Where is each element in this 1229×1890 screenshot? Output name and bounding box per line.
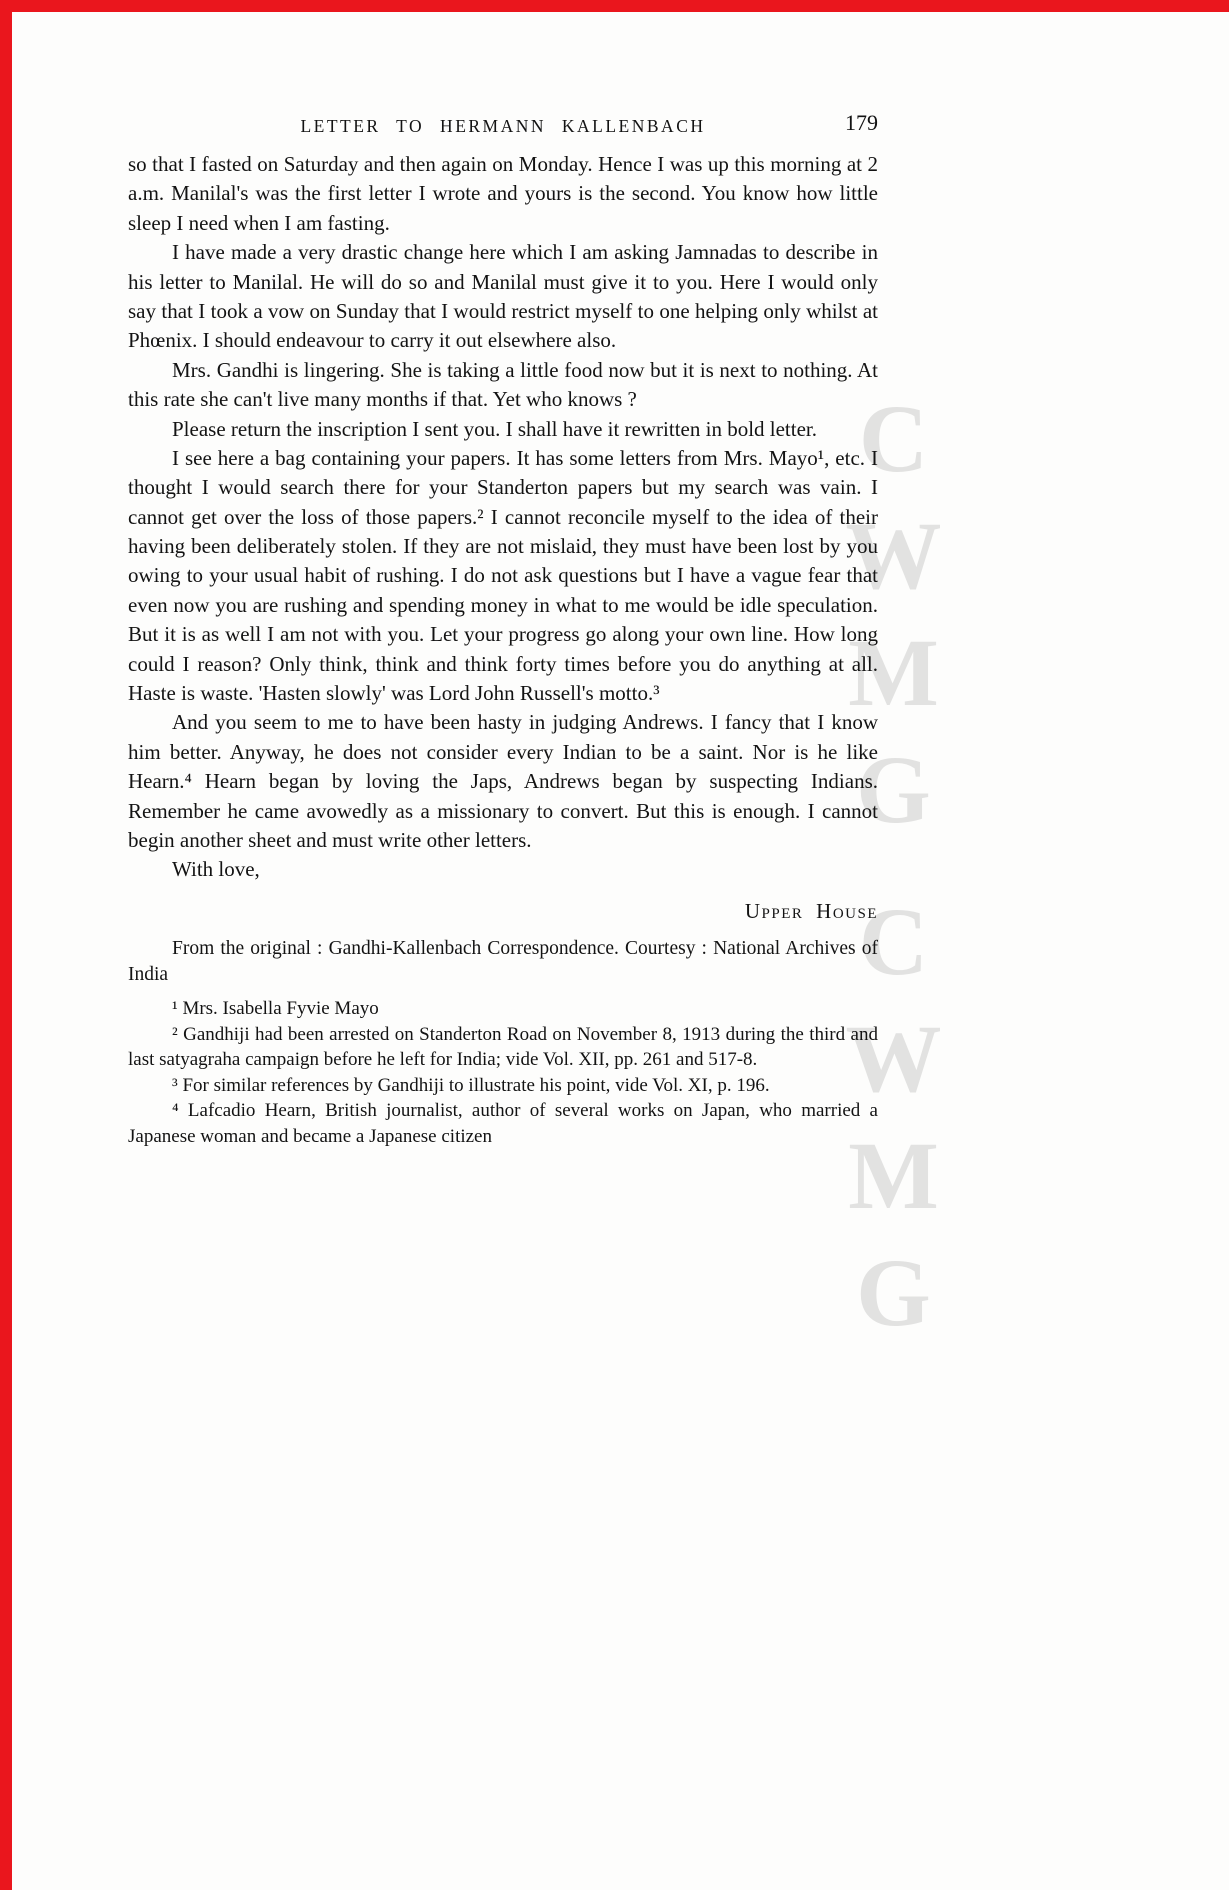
paragraph: so that I fasted on Saturday and then again on Monday. Hence I was up this morning at 2 a.m. Manilal's was the first letter I wrote and yours is the second. You know how little sleep I need when I am fasting. xyxy=(128,152,878,235)
page-content xyxy=(128,110,878,1149)
watermark-cwmg-lower: CWMG xyxy=(840,888,947,1356)
page-number: 179 xyxy=(845,110,878,135)
scan-edge-top xyxy=(0,0,1229,12)
page-header xyxy=(128,110,878,150)
paragraph: Mrs. Gandhi is lingering. She is taking a little food now but it is next to nothing. At this rate she can't live many months if that. Yet who knows ? xyxy=(128,357,878,412)
running-title: LETTER TO HERMANN KALLENBACH xyxy=(300,116,706,136)
footnote: ² Gandhiji had been arrested on Standerton Road on November 8, 1913 during the third and last satyagraha campaign before he left for India; vide Vol. XII, pp. 261 and 517-8. xyxy=(128,1023,878,1071)
paragraph: I have made a very drastic change here which I am asking Jamnadas to describe in his letter to Manilal. He will do so and Manilal must give it to you. Here I would only say that I took a vow on Sunday that I would restrict myself to one helping only whilst at Phœnix. I should endeavour to carry it out elsewhere also. xyxy=(128,240,878,353)
source-note: From the original : Gandhi-Kallenbach Correspondence. Courtesy : National Archives of India xyxy=(128,937,878,986)
letter-body xyxy=(128,150,878,885)
footnote: ⁴ Lafcadio Hearn, British journalist, author of several works on Japan, who married a Japanese woman and became a Japanese citizen xyxy=(128,1100,878,1147)
footnote: ¹ Mrs. Isabella Fyvie Mayo xyxy=(172,998,379,1020)
footnotes xyxy=(128,996,878,1149)
signature: Upper House xyxy=(744,898,878,923)
watermark-cwmg-upper: CWMG xyxy=(840,385,947,853)
paragraph: I see here a bag containing your papers. It has some letters from Mrs. Mayo¹, etc. I thought I would search there for your Standerton papers but my search was vain. I cannot get over the loss of those papers.² I cannot reconcile myself to the idea of their having been deliberately stolen. If they are not mislaid, they must have been lost by you owing to your usual habit of rushing. I do not ask questions but I have a vague fear that even now you are rushing and spending money in what to me would be idle speculation. But it is as well I am not with you. Let your progress go along your own line. How long could I reason? Only think, think and think forty times before you do anything at all. Haste is waste. 'Hasten slowly' was Lord John Russell's motto.³ xyxy=(128,445,878,706)
scan-edge-left xyxy=(0,0,12,1890)
paragraph: And you seem to me to have been hasty in judging Andrews. I fancy that I know him better. Anyway, he does not consider every Indian to be a saint. Nor is he like Hearn.⁴ Hearn began by loving the Japs, Andrews began by suspecting Indians. Remember he came avowedly as a missionary to convert. But this is enough. I cannot begin another sheet and must write other letters. xyxy=(128,710,878,852)
footnote: ³ For similar references by Gandhiji to illustrate his point, vide Vol. XI, p. 196. xyxy=(172,1074,770,1096)
paragraph: Please return the inscription I sent you. I shall have it rewritten in bold letter. xyxy=(172,416,818,441)
paragraph: With love, xyxy=(172,857,260,882)
